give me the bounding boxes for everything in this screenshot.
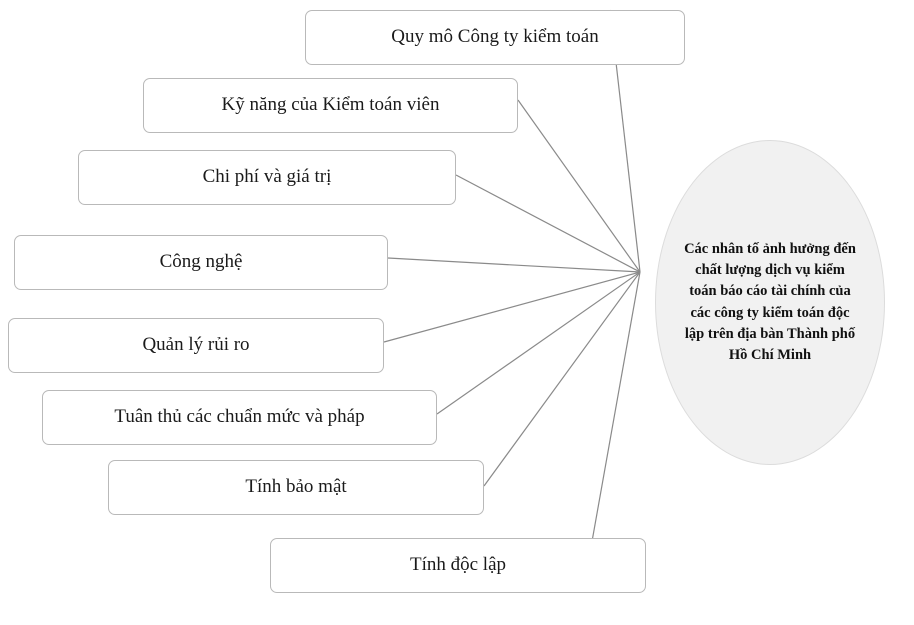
factor-node-label: Kỹ năng của Kiểm toán viên: [221, 94, 440, 116]
factor-node-7[interactable]: [108, 460, 484, 515]
factor-node-label: Tuân thủ các chuẩn mức và pháp: [114, 406, 365, 428]
factor-node-2[interactable]: [143, 78, 518, 133]
factor-node-5[interactable]: [8, 318, 384, 373]
factor-node-label: Quy mô Công ty kiểm toán: [391, 26, 599, 48]
factor-node-label: Tính độc lập: [409, 554, 507, 576]
factor-node-label: Quản lý rủi ro: [142, 334, 250, 356]
factor-node-label: Công nghệ: [159, 251, 243, 273]
factor-node-label: Tính bảo mật: [245, 476, 347, 498]
factor-node-label: Chi phí và giá trị: [202, 166, 332, 188]
factor-node-4[interactable]: [14, 235, 388, 290]
factor-node-1[interactable]: [305, 10, 685, 65]
factor-node-3[interactable]: [78, 150, 456, 205]
factor-node-6[interactable]: [42, 390, 437, 445]
central-topic-ellipse[interactable]: [655, 140, 885, 465]
factor-node-8[interactable]: [270, 538, 646, 593]
central-topic-label: Các nhân tố ảnh hưởng đến chất lượng dịch vụ kiểm toán báo cáo tài chính của các công ty kiểm toán độc lập trên địa bàn Thành phố Hồ Chí Minh: [684, 241, 856, 363]
